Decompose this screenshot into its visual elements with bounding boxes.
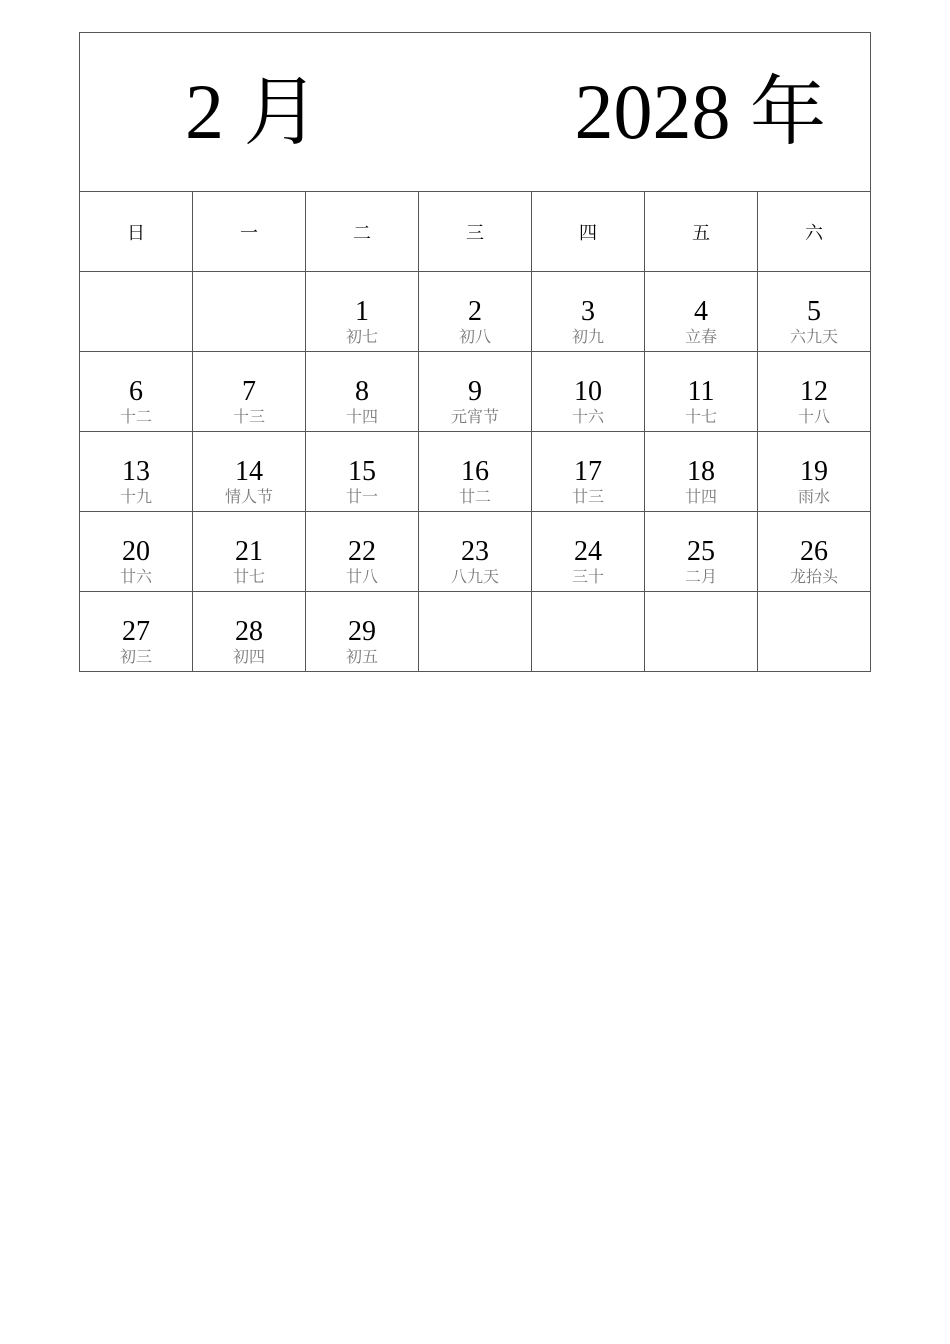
day-number: 19	[800, 456, 828, 487]
day-cell	[645, 272, 758, 352]
lunar-date: 雨水	[797, 487, 830, 506]
day-number: 1	[355, 296, 369, 327]
lunar-date: 初七	[345, 327, 378, 346]
day-number: 14	[235, 456, 263, 487]
calendar-table	[79, 32, 871, 672]
lunar-date: 十六	[571, 407, 604, 426]
day-cell	[532, 352, 645, 432]
day-cell	[193, 432, 306, 512]
week-row	[80, 512, 871, 592]
day-cell	[758, 512, 871, 592]
lunar-date: 三十	[571, 567, 604, 586]
day-number: 15	[348, 456, 376, 487]
day-cell	[532, 272, 645, 352]
lunar-date: 龙抬头	[789, 567, 838, 586]
day-cell	[80, 272, 193, 352]
day-number: 7	[242, 376, 256, 407]
day-number: 10	[574, 376, 602, 407]
weekday-sun: 日	[80, 192, 193, 272]
day-cell	[532, 592, 645, 672]
day-number: 18	[687, 456, 715, 487]
week-row	[80, 432, 871, 512]
day-cell	[532, 432, 645, 512]
day-number: 13	[122, 456, 150, 487]
day-cell	[532, 512, 645, 592]
day-number: 29	[348, 616, 376, 647]
day-number: 6	[129, 376, 143, 407]
day-cell	[419, 352, 532, 432]
lunar-date: 十九	[119, 487, 152, 506]
lunar-date: 廿六	[119, 567, 152, 586]
day-number: 9	[468, 376, 482, 407]
lunar-date: 十四	[345, 407, 378, 426]
lunar-date: 初九	[571, 327, 604, 346]
lunar-date: 初五	[345, 647, 378, 666]
year-char: 年	[750, 67, 826, 156]
day-cell	[193, 592, 306, 672]
weekday-sat: 六	[758, 192, 871, 272]
day-cell	[306, 272, 419, 352]
day-number: 16	[461, 456, 489, 487]
day-number: 24	[574, 536, 602, 567]
day-cell	[80, 512, 193, 592]
day-number: 26	[800, 536, 828, 567]
lunar-date: 十七	[684, 407, 717, 426]
lunar-date: 廿七	[232, 567, 265, 586]
day-number: 22	[348, 536, 376, 567]
month-char: 月	[243, 67, 320, 156]
month-title	[185, 69, 320, 155]
weekday-fri: 五	[645, 192, 758, 272]
lunar-date: 廿二	[458, 487, 491, 506]
lunar-date: 元宵节	[450, 407, 499, 426]
day-cell	[645, 432, 758, 512]
day-cell	[758, 432, 871, 512]
day-cell	[419, 272, 532, 352]
day-number: 20	[122, 536, 150, 567]
weekday-mon: 一	[193, 192, 306, 272]
week-row	[80, 272, 871, 352]
lunar-date: 八九天	[450, 567, 499, 586]
day-number: 23	[461, 536, 489, 567]
day-cell	[306, 432, 419, 512]
calendar-header-row	[80, 33, 871, 192]
day-cell	[193, 272, 306, 352]
lunar-date: 二月	[684, 567, 717, 586]
day-cell	[419, 432, 532, 512]
week-row	[80, 592, 871, 672]
lunar-date: 六九天	[789, 327, 838, 346]
day-cell	[645, 592, 758, 672]
month-number: 2	[185, 68, 224, 155]
day-number: 21	[235, 536, 263, 567]
day-number: 5	[807, 296, 821, 327]
lunar-date: 十二	[119, 407, 152, 426]
day-number: 3	[581, 296, 595, 327]
lunar-date: 情人节	[224, 487, 273, 506]
lunar-date: 初三	[119, 647, 152, 666]
year-title	[575, 69, 827, 155]
year-number: 2028	[574, 68, 731, 155]
lunar-date: 初四	[232, 647, 265, 666]
day-cell	[419, 592, 532, 672]
week-row	[80, 352, 871, 432]
day-cell	[419, 512, 532, 592]
day-cell	[306, 352, 419, 432]
lunar-date: 十八	[797, 407, 830, 426]
day-cell	[80, 432, 193, 512]
day-cell	[80, 592, 193, 672]
weekday-row	[80, 192, 871, 272]
day-cell	[645, 352, 758, 432]
day-number: 4	[694, 296, 708, 327]
day-number: 17	[574, 456, 602, 487]
day-number: 27	[122, 616, 150, 647]
day-number: 2	[468, 296, 482, 327]
day-cell	[758, 272, 871, 352]
day-number: 8	[355, 376, 369, 407]
lunar-date: 十三	[232, 407, 265, 426]
day-cell	[80, 352, 193, 432]
weekday-wed: 三	[419, 192, 532, 272]
lunar-date: 廿三	[571, 487, 604, 506]
day-cell	[758, 592, 871, 672]
weekday-tue: 二	[306, 192, 419, 272]
day-cell	[193, 352, 306, 432]
day-cell	[193, 512, 306, 592]
day-cell	[306, 512, 419, 592]
lunar-date: 廿八	[345, 567, 378, 586]
day-cell	[645, 512, 758, 592]
lunar-date: 廿四	[684, 487, 717, 506]
day-number: 11	[687, 376, 715, 407]
weekday-thu: 四	[532, 192, 645, 272]
lunar-date: 初八	[458, 327, 491, 346]
day-number: 25	[687, 536, 715, 567]
lunar-date: 廿一	[345, 487, 378, 506]
calendar-title	[80, 33, 871, 192]
day-cell	[306, 592, 419, 672]
weeks-body	[80, 272, 871, 672]
day-number: 12	[800, 376, 828, 407]
day-number: 28	[235, 616, 263, 647]
day-cell	[758, 352, 871, 432]
lunar-date: 立春	[684, 327, 717, 346]
